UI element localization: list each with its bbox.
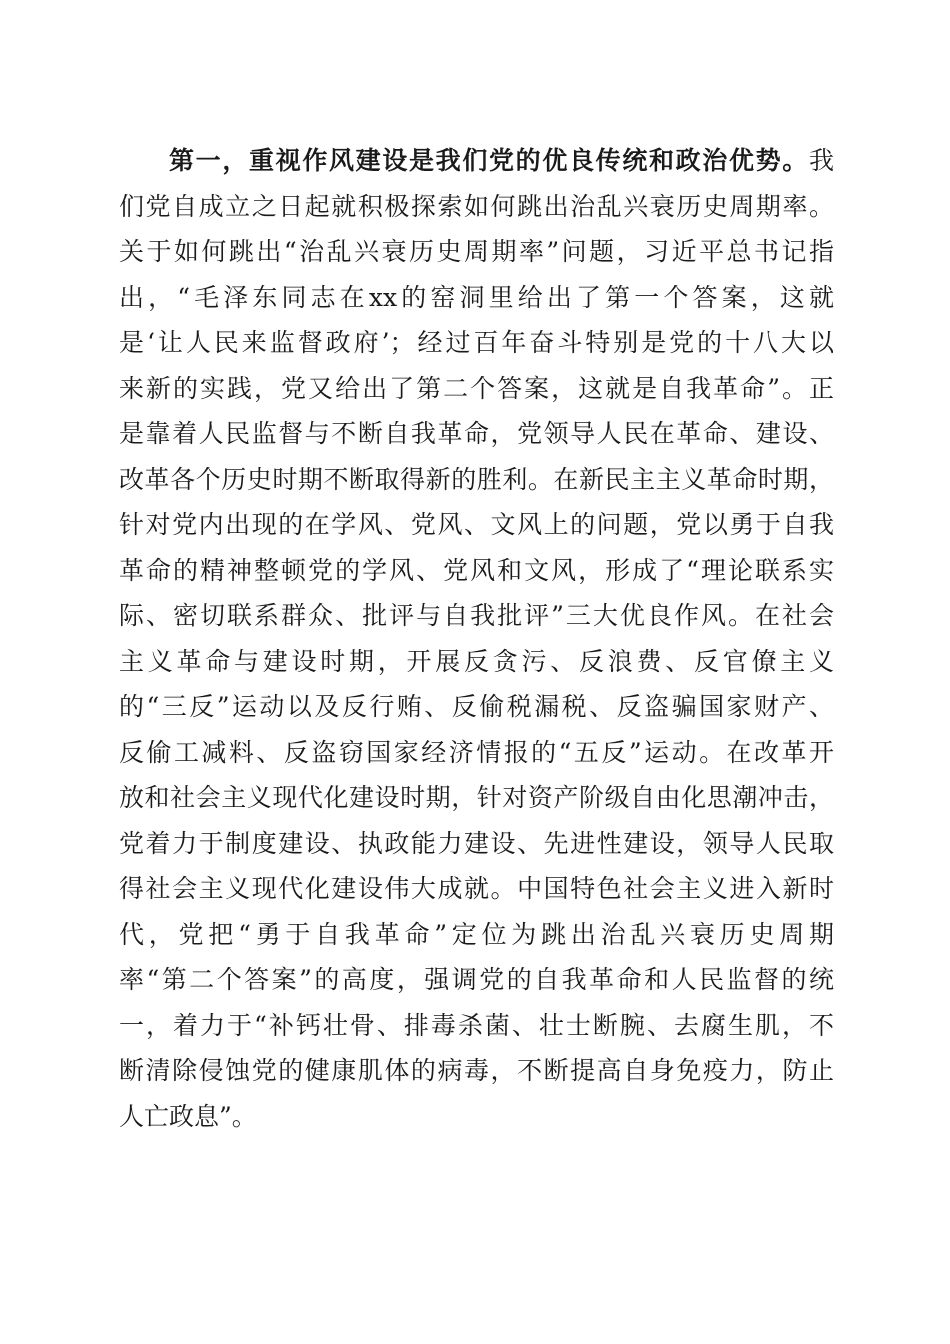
paragraph-line: 的“三反”运动以及反行贿、反偷税漏税、反盗骗国家财产、 bbox=[119, 692, 834, 721]
paragraph-line: 出，“毛泽东同志在xx的窑洞里给出了第一个答案，这就 bbox=[119, 282, 834, 312]
body-paragraph bbox=[119, 138, 834, 1139]
paragraph-line: 关于如何跳出“治乱兴衰历史周期率”问题，习近平总书记指 bbox=[119, 237, 834, 266]
paragraph-line: 们党自成立之日起就积极探索如何跳出治乱兴衰历史周期率。 bbox=[119, 191, 834, 221]
paragraph-line: 一，着力于“补钙壮骨、排毒杀菌、壮士断腕、去腐生肌，不 bbox=[119, 1010, 834, 1040]
paragraph-line: 党着力于制度建设、执政能力建设、先进性建设，领导人民取 bbox=[119, 828, 834, 858]
paragraph-line: 改革各个历史时期不断取得新的胜利。在新民主主义革命时期， bbox=[119, 464, 834, 494]
paragraph-line: 断清除侵蚀党的健康肌体的病毒，不断提高自身免疫力，防止 bbox=[119, 1056, 834, 1085]
paragraph-line-1 bbox=[119, 138, 834, 184]
paragraph-line: 得社会主义现代化建设伟大成就。中国特色社会主义进入新时 bbox=[119, 874, 834, 903]
paragraph-lead-heading: 第一，重视作风建设是我们党的优良传统和政治优势。 bbox=[169, 146, 809, 175]
paragraph-line: 反偷工减料、反盗窃国家经济情报的“五反”运动。在改革开 bbox=[119, 737, 834, 767]
paragraph-line: 率“第二个答案”的高度，强调党的自我革命和人民监督的统 bbox=[119, 965, 834, 994]
paragraph-line: 主义革命与建设时期，开展反贪污、反浪费、反官僚主义 bbox=[119, 646, 834, 676]
paragraph-line: 是靠着人民监督与不断自我革命，党领导人民在革命、建设、 bbox=[119, 419, 834, 448]
paragraph-line: 放和社会主义现代化建设时期，针对资产阶级自由化思潮冲击， bbox=[119, 783, 834, 812]
paragraph-line: 革命的精神整顿党的学风、党风和文风，形成了“理论联系实 bbox=[119, 555, 834, 585]
paragraph-line: 际、密切联系群众、批评与自我批评”三大优良作风。在社会 bbox=[119, 601, 834, 630]
paragraph-lead-rest: 我 bbox=[808, 146, 834, 175]
paragraph-line: 代，党把“勇于自我革命”定位为跳出治乱兴衰历史周期 bbox=[119, 919, 834, 949]
paragraph-line: 针对党内出现的在学风、党风、文风上的问题，党以勇于自我 bbox=[119, 510, 834, 539]
paragraph-line: 来新的实践，党又给出了第二个答案，这就是自我革命”。正 bbox=[119, 373, 834, 403]
paragraph-line-last: 人亡政息”。 bbox=[119, 1101, 257, 1131]
paragraph-line: 是‘让人民来监督政府’；经过百年奋斗特别是党的十八大以 bbox=[119, 328, 834, 357]
